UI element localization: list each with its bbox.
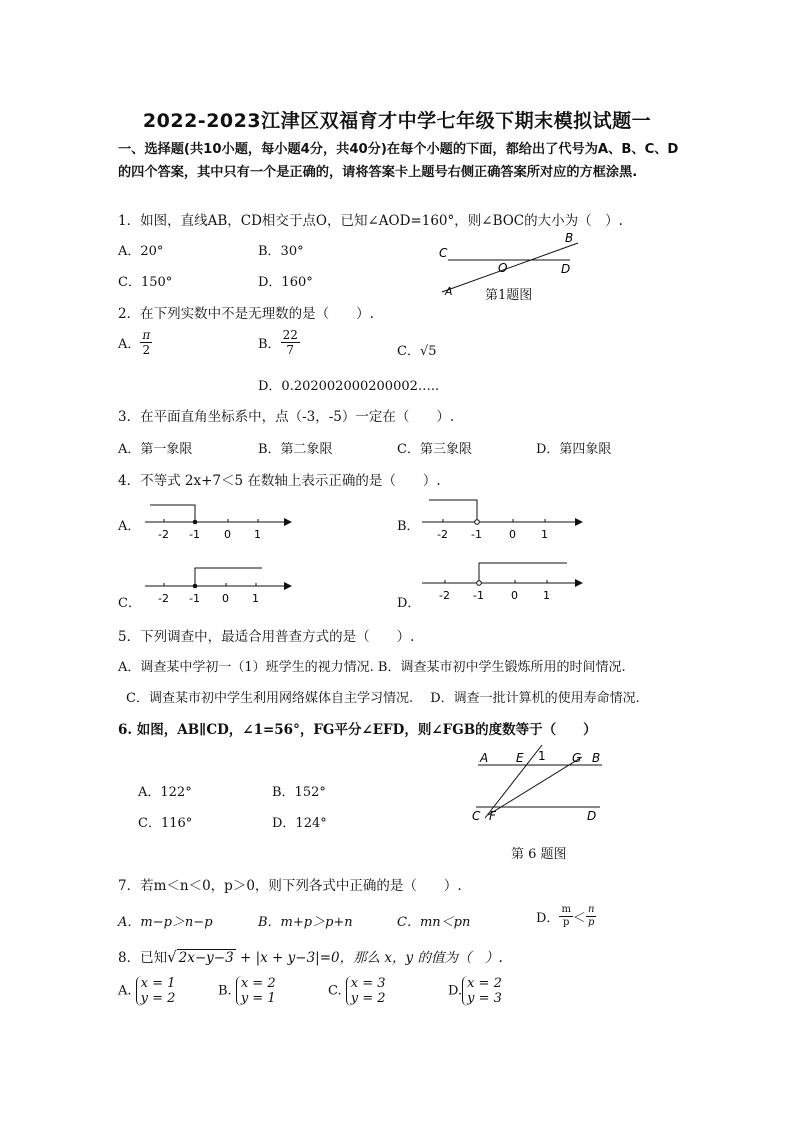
q7-option-c: C．mn＜pn: [397, 915, 471, 930]
q1-option-d: D．160°: [258, 275, 313, 290]
svg-text:A: A: [480, 751, 489, 765]
question-8-stem: 8．已知√ 2x−y−3 + |x + y−3|=0，那么 x，y 的值为（ ）.: [118, 948, 503, 966]
q4-option-a: A．: [118, 519, 141, 534]
svg-text:-1: -1: [473, 589, 484, 602]
svg-text:-2: -2: [437, 528, 448, 541]
q7-option-a: A．m−p＞n−p: [118, 915, 213, 930]
q6-figure: [470, 740, 610, 825]
open-point: [475, 520, 480, 525]
q1-figure-caption: 第1题图: [485, 288, 533, 303]
q6-option-c: C．116°: [138, 816, 193, 831]
svg-text:-1: -1: [189, 528, 200, 541]
q8-option-b: B. x = 2 y = 1: [218, 976, 276, 1006]
q3-option-a: A．第一象限: [118, 442, 193, 457]
q6-figure-caption: 第 6 题图: [511, 847, 567, 862]
svg-text:0: 0: [224, 528, 231, 541]
svg-text:1: 1: [538, 749, 546, 763]
q8-radicand: 2x−y−3: [178, 950, 234, 966]
label-d: D: [561, 262, 571, 276]
svg-text:G: G: [572, 751, 582, 765]
q3-option-b: B．第二象限: [258, 442, 333, 457]
question-5-stem: 5．下列调查中，最适合用普查方式的是（ ）.: [118, 629, 415, 645]
svg-text:-2: -2: [158, 592, 169, 605]
q4-numberline-a: [140, 497, 295, 545]
open-point: [477, 581, 482, 586]
question-3-stem: 3．在平面直角坐标系中，点（-3，-5）一定在（ ）.: [118, 409, 455, 425]
svg-text:1: 1: [252, 592, 259, 605]
svg-text:0: 0: [509, 528, 516, 541]
q3-option-c: C．第三象限: [397, 442, 472, 457]
q6-option-a: A．122°: [138, 785, 192, 800]
question-2-stem: 2．在下列实数中不是无理数的是（ ）.: [118, 306, 374, 322]
label-c: C: [439, 246, 448, 260]
svg-text:E: E: [516, 751, 524, 765]
question-6-stem: 6. 如图，AB∥CD，∠1=56°，FG平分∠EFD，则∠FGB的度数等于（ ）: [118, 722, 597, 738]
svg-text:1: 1: [254, 528, 261, 541]
q2-option-d: D．0.202002000200002…..: [258, 379, 440, 394]
q7-option-b: B．m+p＞p+n: [258, 915, 353, 930]
q6-option-d: D．124°: [272, 816, 327, 831]
q8-option-a: A. x = 1 y = 2: [118, 976, 176, 1006]
question-4-stem: 4．不等式 2x+7＜5 在数轴上表示正确的是（ ）.: [118, 473, 441, 489]
q6-option-b: B．152°: [272, 785, 326, 800]
label-o: O: [498, 261, 508, 275]
question-7-stem: 7．若m＜n＜0，p＞0，则下列各式中正确的是（ ）.: [118, 878, 462, 894]
question-1-stem: 1．如图，直线AB，CD相交于点O，已知∠AOD=160°，则∠BOC的大小为（ ）.: [118, 213, 623, 229]
q5-options-cd: C．调查某市初中学生利用网络媒体自主学习情况. D．调查一批计算机的使用寿命情况.: [126, 691, 640, 706]
q4-numberline-c: [140, 562, 295, 610]
line-fg: [488, 757, 582, 815]
svg-text:1: 1: [541, 528, 548, 541]
q7-option-d: D． $\frac{m}{p}$ ＜ $\frac{n}{p}$: [536, 904, 595, 928]
svg-text:F: F: [489, 809, 496, 823]
q8-option-d: D. x = 2 y = 3: [448, 976, 502, 1006]
svg-text:D: D: [587, 809, 597, 823]
q8-option-c: C. x = 3 y = 2: [328, 976, 386, 1006]
q2-option-a: A． $\frac{\pi}{2}$: [118, 328, 151, 357]
q1-option-c: C．150°: [118, 275, 173, 290]
q2-option-c: C．√5: [397, 344, 437, 359]
q4-option-d: D．: [397, 596, 421, 611]
q5-options-ab: A．调查某中学初一（1）班学生的视力情况. B．调查某市初中学生锻炼所用的时间情况.: [118, 660, 626, 675]
section-intro: 一、选择题(共10小题，每小题4分，共40分)在每个小题的下面，都给出了代号为A、B、C、D的四个答案，其中只有一个是正确的，请将答案卡上题号右侧正确答案所对应的方框涂黑.: [118, 142, 679, 180]
svg-text:-1: -1: [471, 528, 482, 541]
svg-text:0: 0: [222, 592, 229, 605]
exam-title: 2022-2023江津区双福育才中学七年级下期末模拟试题一: [142, 110, 652, 132]
svg-text:-1: -1: [189, 592, 200, 605]
svg-text:1: 1: [543, 589, 550, 602]
q2-option-b: B． $\frac{22}{7}$: [258, 328, 298, 357]
q4-option-b: B．: [397, 519, 420, 534]
svg-text:0: 0: [511, 589, 518, 602]
q1-option-b: B．30°: [258, 244, 304, 259]
label-b: B: [565, 231, 574, 245]
q1-option-a: A．20°: [118, 244, 164, 259]
svg-text:-2: -2: [439, 589, 450, 602]
svg-text:B: B: [592, 751, 601, 765]
q4-option-c: C．: [118, 596, 141, 611]
label-a: A: [445, 285, 453, 298]
q4-numberline-d: [417, 558, 587, 606]
svg-text:C: C: [472, 809, 481, 823]
svg-text:-2: -2: [158, 528, 169, 541]
q4-numberline-b: [417, 497, 587, 545]
q3-option-d: D．第四象限: [536, 442, 612, 457]
closed-point: [193, 520, 198, 525]
closed-point: [193, 584, 198, 589]
